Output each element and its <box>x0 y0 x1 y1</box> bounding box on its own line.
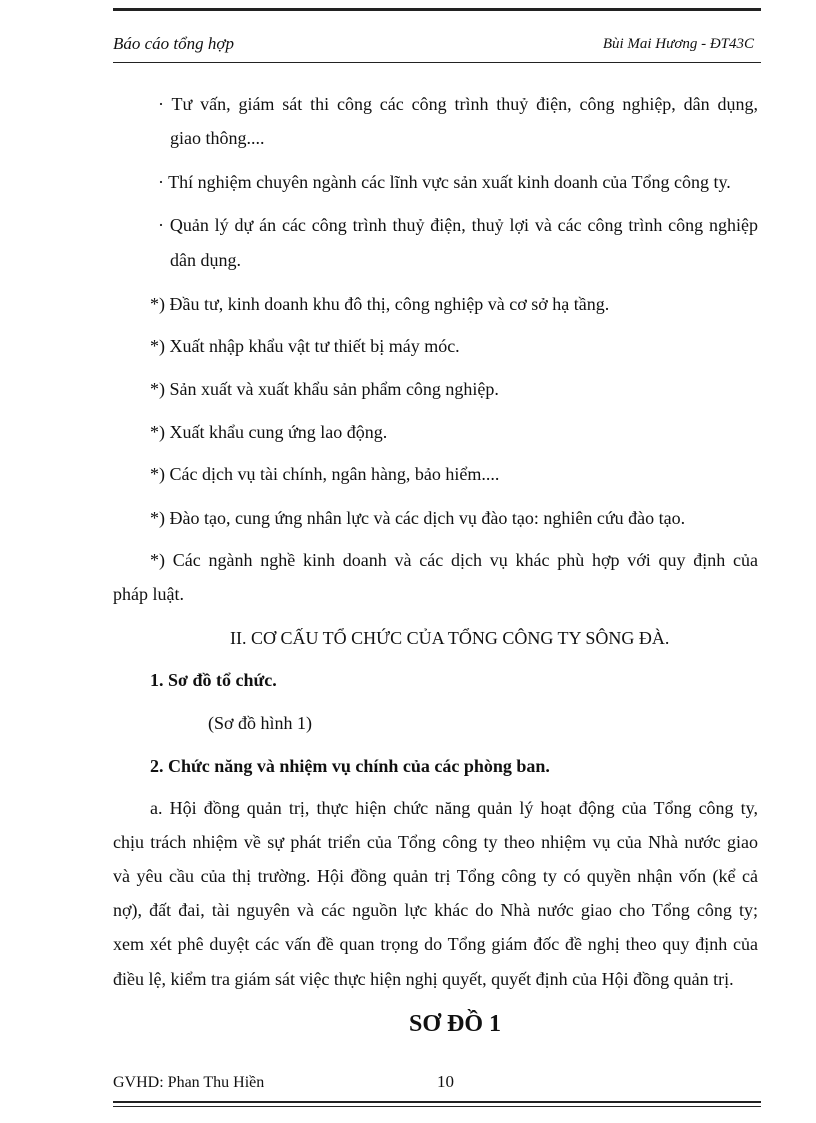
subheading-functions: 2. Chức năng và nhiệm vụ chính của các phòng ban. <box>150 756 550 776</box>
header-title: Báo cáo tổng hợp <box>113 34 234 53</box>
item-other-line1: *) Các ngành nghề kinh doanh và các dịch vụ khác phù hợp với quy định của <box>150 550 758 570</box>
footer-advisor: GVHD: Phan Thu Hiền <box>113 1074 265 1091</box>
section-heading: II. CƠ CẤU TỔ CHỨC CỦA TỔNG CÔNG TY SÔNG ĐÀ. <box>230 628 670 648</box>
paragraph-line6: điều lệ, kiểm tra giám sát việc thực hiện nghị quyết, quyết định của Hội đồng quản trị. <box>113 969 734 989</box>
subheading-org-chart: 1. Sơ đồ tổ chức. <box>150 670 277 690</box>
item-financial-services: *) Các dịch vụ tài chính, ngân hàng, bảo hiểm.... <box>150 464 500 484</box>
header-rule <box>113 62 761 63</box>
bullet-project-mgmt-line2: dân dụng. <box>170 250 241 270</box>
item-other-line2: pháp luật. <box>113 584 184 604</box>
item-labor-export: *) Xuất khẩu cung ứng lao động. <box>150 422 388 442</box>
paragraph-line5: xem xét phê duyệt các vấn đề quan trọng do Tổng giám đốc đề nghị theo quy định của <box>113 934 758 954</box>
header-author: Bùi Mai Hương - ĐT43C <box>602 36 754 52</box>
item-import-export: *) Xuất nhập khẩu vật tư thiết bị máy móc. <box>150 336 460 356</box>
header-rule-top <box>113 8 761 11</box>
item-production: *) Sản xuất và xuất khẩu sản phẩm công nghiệp. <box>150 379 499 399</box>
bullet-project-mgmt-line1: · Quản lý dự án các công trình thuỷ điện, thuỷ lợi và các công trình công nghiệp <box>158 215 758 235</box>
diagram-title: SƠ ĐỒ 1 <box>409 1011 502 1037</box>
bullet-consulting-line1: · Tư vấn, giám sát thi công các công trình thuỷ điện, công nghiệp, dân dụng, <box>158 94 758 114</box>
footer-rule-bottom <box>113 1106 761 1107</box>
footer-rule-top <box>113 1101 761 1103</box>
bullet-consulting-line2: giao thông.... <box>170 128 265 148</box>
paragraph-line4: nợ), đất đai, tài nguyên và các nguồn lực khác do Nhà nước giao cho Tổng công ty; <box>113 900 758 920</box>
bullet-testing: · Thí nghiệm chuyên ngành các lĩnh vực sản xuất kinh doanh của Tổng công ty. <box>158 172 731 192</box>
item-training: *) Đào tạo, cung ứng nhân lực và các dịch vụ đào tạo: nghiên cứu đào tạo. <box>150 508 686 528</box>
paragraph-line3: và yêu cầu của thị trường. Hội đồng quản trị Tổng công ty có quyền nhận vốn (kể cả <box>113 866 758 886</box>
page-number: 10 <box>437 1072 454 1091</box>
item-investment: *) Đầu tư, kinh doanh khu đô thị, công nghiệp và cơ sở hạ tầng. <box>150 294 610 314</box>
paragraph-line2: chịu trách nhiệm về sự phát triển của Tổng công ty theo nhiệm vụ của Nhà nước giao <box>113 832 758 852</box>
org-chart-note: (Sơ đồ hình 1) <box>208 713 313 733</box>
paragraph-line1: a. Hội đồng quản trị, thực hiện chức năng quản lý hoạt động của Tổng công ty, <box>150 798 758 818</box>
